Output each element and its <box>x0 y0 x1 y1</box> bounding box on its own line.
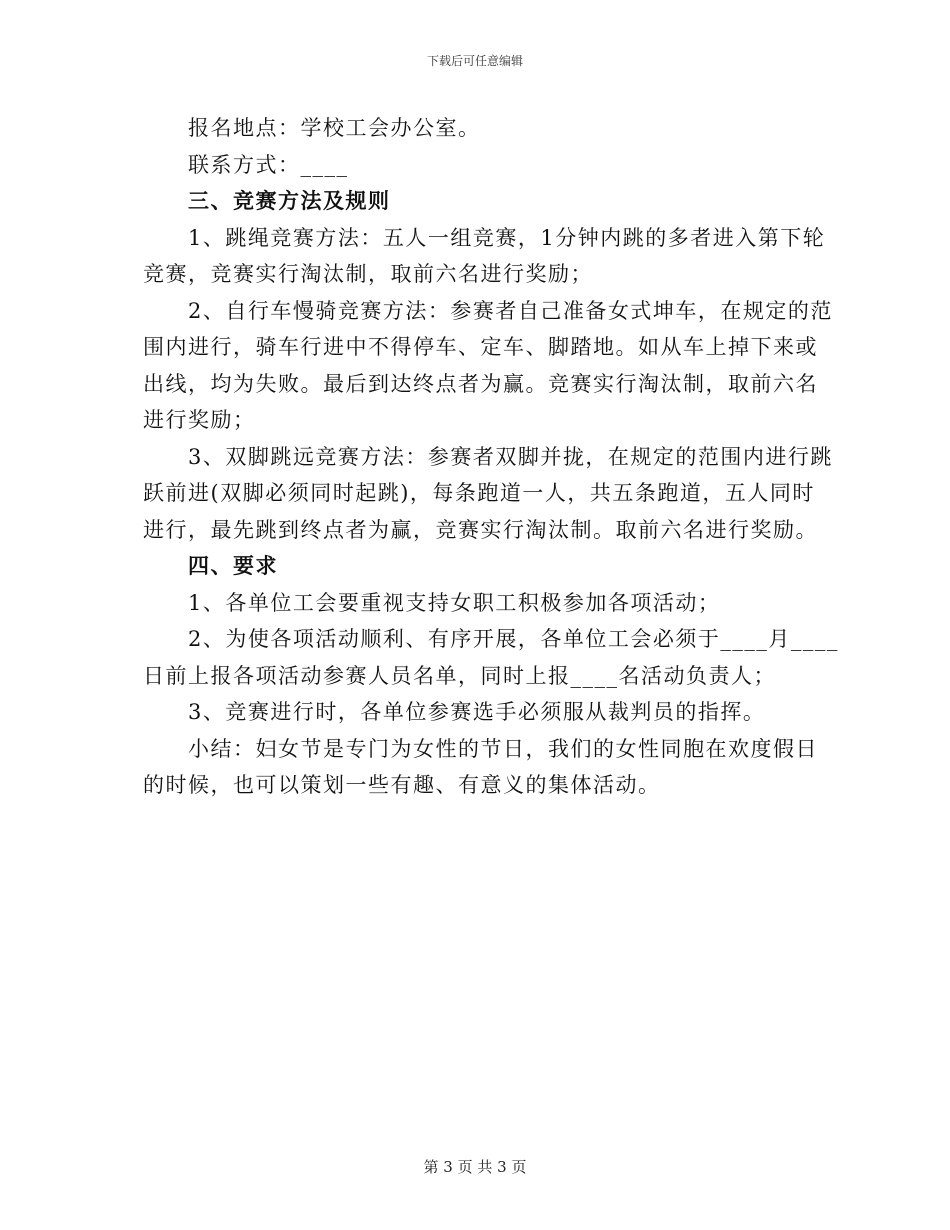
section-heading: 四、要求 <box>188 553 278 578</box>
paragraph-line: 3、双脚跳远竞赛方法：参赛者双脚并拢，在规定的范围内进行跳 <box>188 444 833 469</box>
paragraph-line: 的时候，也可以策划一些有趣、有意义的集体活动。 <box>143 773 661 797</box>
paragraph-line: 跃前进(双脚必须同时起跳)，每条跑道一人，共五条跑道，五人同时 <box>143 481 815 505</box>
paragraph-line: 竞赛，竞赛实行淘汰制，取前六名进行奖励； <box>143 262 593 286</box>
paragraph-line: 2、为使各项活动顺利、有序开展，各单位工会必须于____月____ <box>188 627 839 651</box>
paragraph-line: 3、竞赛进行时，各单位参赛选手必须服从裁判员的指挥。 <box>188 700 766 724</box>
paragraph-line: 联系方式：____ <box>188 152 349 177</box>
section-heading: 三、竞赛方法及规则 <box>188 188 391 213</box>
document-body <box>143 110 839 804</box>
paragraph-line: 日前上报各项活动参赛人员名单，同时上报____名活动负责人； <box>143 663 776 688</box>
page-footer: 第 3 页 共 3 页 <box>423 1158 527 1176</box>
paragraph-line: 进行奖励； <box>143 408 256 432</box>
paragraph-line: 2、自行车慢骑竞赛方法：参赛者自己准备女式坤车，在规定的范 <box>188 298 833 323</box>
paragraph-line: 报名地点：学校工会办公室。 <box>188 116 481 140</box>
paragraph-line: 进行，最先跳到终点者为赢，竞赛实行淘汰制。取前六名进行奖励。 <box>143 517 818 542</box>
paragraph-line: 小结：妇女节是专门为女性的节日，我们的女性同胞在欢度假日 <box>188 736 818 761</box>
paragraph-line: 围内进行，骑车行进中不得停车、定车、脚踏地。如从车上掉下来或 <box>143 335 818 359</box>
paragraph-line: 1、跳绳竞赛方法：五人一组竞赛，1分钟内跳的多者进入第下轮 <box>188 225 826 250</box>
paragraph-line: 1、各单位工会要重视支持女职工积极参加各项活动； <box>188 590 721 615</box>
paragraph-line: 出线，均为失败。最后到达终点者为赢。竞赛实行淘汰制，取前六名 <box>143 371 818 396</box>
page-header: 下载后可任意编辑 <box>426 54 523 68</box>
